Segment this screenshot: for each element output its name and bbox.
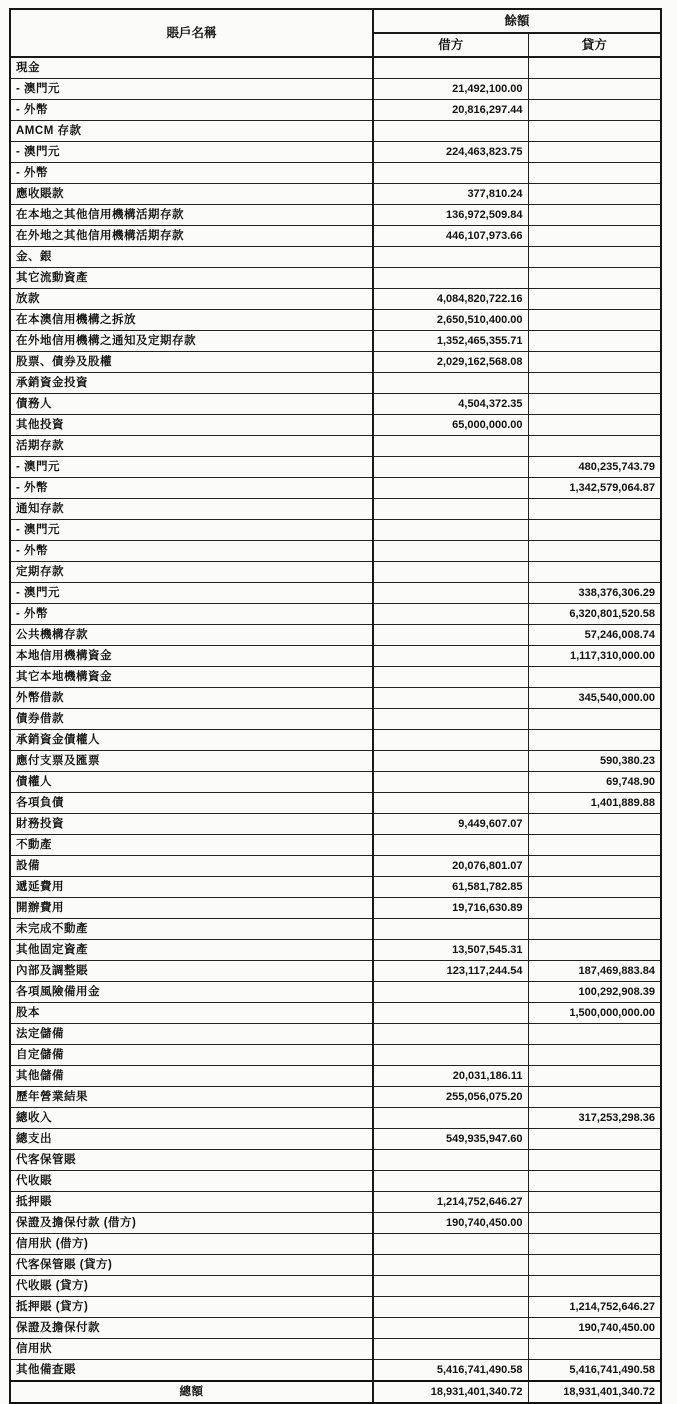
debit-cell xyxy=(373,982,528,1003)
table-row xyxy=(10,1255,661,1276)
table-row xyxy=(10,604,661,625)
account-cell: 公共機構存款 xyxy=(10,625,373,646)
debit-cell: 1,214,752,646.27 xyxy=(373,1192,528,1213)
table-row xyxy=(10,1087,661,1108)
account-cell: 外幣借款 xyxy=(10,688,373,709)
debit-cell xyxy=(373,247,528,268)
debit-cell: 1,352,465,355.71 xyxy=(373,331,528,352)
account-cell: 其它本地機構資金 xyxy=(10,667,373,688)
credit-cell xyxy=(528,898,661,919)
table-row xyxy=(10,79,661,100)
column-header-debit: 借方 xyxy=(373,33,528,57)
debit-cell xyxy=(373,1108,528,1129)
credit-cell: 1,214,752,646.27 xyxy=(528,1297,661,1318)
debit-cell: 20,031,186.11 xyxy=(373,1066,528,1087)
account-cell: 代收賬 xyxy=(10,1171,373,1192)
account-cell: 信用狀 (借方) xyxy=(10,1234,373,1255)
table-row xyxy=(10,856,661,877)
table-row xyxy=(10,457,661,478)
debit-cell xyxy=(373,499,528,520)
credit-cell xyxy=(528,856,661,877)
debit-cell: 549,935,947.60 xyxy=(373,1129,528,1150)
table-row xyxy=(10,1192,661,1213)
debit-cell xyxy=(373,163,528,184)
account-cell: - 外幣 xyxy=(10,604,373,625)
debit-cell: 446,107,973.66 xyxy=(373,226,528,247)
account-cell: 在外地信用機構之通知及定期存款 xyxy=(10,331,373,352)
credit-cell xyxy=(528,667,661,688)
table-row xyxy=(10,57,661,79)
debit-cell xyxy=(373,583,528,604)
table-row xyxy=(10,226,661,247)
debit-cell xyxy=(373,1045,528,1066)
credit-cell xyxy=(528,1276,661,1297)
table-row xyxy=(10,688,661,709)
table-row xyxy=(10,100,661,121)
table-row xyxy=(10,394,661,415)
credit-cell xyxy=(528,1213,661,1234)
account-cell: 其他備查賬 xyxy=(10,1360,373,1382)
account-cell: 代客保管賬 (貸方) xyxy=(10,1255,373,1276)
credit-cell: 5,416,741,490.58 xyxy=(528,1360,661,1382)
debit-cell xyxy=(373,1171,528,1192)
credit-cell xyxy=(528,1024,661,1045)
credit-cell: 1,117,310,000.00 xyxy=(528,646,661,667)
credit-cell xyxy=(528,247,661,268)
account-cell: 開辦費用 xyxy=(10,898,373,919)
credit-cell: 1,342,579,064.87 xyxy=(528,478,661,499)
debit-cell xyxy=(373,709,528,730)
table-row xyxy=(10,1339,661,1360)
debit-cell: 5,416,741,490.58 xyxy=(373,1360,528,1382)
table-row xyxy=(10,268,661,289)
debit-cell: 4,084,820,722.16 xyxy=(373,289,528,310)
table-row xyxy=(10,919,661,940)
debit-cell: 2,650,510,400.00 xyxy=(373,310,528,331)
debit-cell xyxy=(373,730,528,751)
credit-cell xyxy=(528,1171,661,1192)
credit-cell: 190,740,450.00 xyxy=(528,1318,661,1339)
account-cell: 承銷資金投資 xyxy=(10,373,373,394)
table-row xyxy=(10,1171,661,1192)
credit-cell xyxy=(528,1087,661,1108)
table-row xyxy=(10,1276,661,1297)
debit-cell: 13,507,545.31 xyxy=(373,940,528,961)
debit-cell xyxy=(373,667,528,688)
account-cell: 未完成不動產 xyxy=(10,919,373,940)
table-row xyxy=(10,541,661,562)
account-cell: 總支出 xyxy=(10,1129,373,1150)
credit-cell xyxy=(528,541,661,562)
balance-sheet-table xyxy=(9,8,662,1404)
debit-cell xyxy=(373,625,528,646)
account-cell: 其他固定資產 xyxy=(10,940,373,961)
credit-cell xyxy=(528,835,661,856)
account-cell: - 澳門元 xyxy=(10,520,373,541)
total-row xyxy=(10,1381,661,1403)
table-row xyxy=(10,709,661,730)
account-cell: 其他儲備 xyxy=(10,1066,373,1087)
table-row xyxy=(10,1213,661,1234)
debit-cell xyxy=(373,1024,528,1045)
credit-cell xyxy=(528,226,661,247)
account-cell: 代收賬 (貸方) xyxy=(10,1276,373,1297)
credit-cell xyxy=(528,79,661,100)
table-header xyxy=(10,9,661,57)
table-row xyxy=(10,436,661,457)
table-row xyxy=(10,982,661,1003)
total-debit-cell: 18,931,401,340.72 xyxy=(373,1381,528,1403)
credit-cell: 590,380.23 xyxy=(528,751,661,772)
credit-cell xyxy=(528,1339,661,1360)
debit-cell: 4,504,372.35 xyxy=(373,394,528,415)
table-row xyxy=(10,1297,661,1318)
account-cell: 債券借款 xyxy=(10,709,373,730)
table-row xyxy=(10,352,661,373)
account-cell: 在外地之其他信用機構活期存款 xyxy=(10,226,373,247)
credit-cell xyxy=(528,1045,661,1066)
account-cell: 通知存款 xyxy=(10,499,373,520)
credit-cell xyxy=(528,1129,661,1150)
credit-cell xyxy=(528,436,661,457)
account-cell: - 澳門元 xyxy=(10,79,373,100)
account-cell: 代客保管賬 xyxy=(10,1150,373,1171)
debit-cell xyxy=(373,646,528,667)
credit-cell xyxy=(528,163,661,184)
debit-cell xyxy=(373,1255,528,1276)
table-row xyxy=(10,730,661,751)
debit-cell: 19,716,630.89 xyxy=(373,898,528,919)
account-cell: 應付支票及匯票 xyxy=(10,751,373,772)
credit-cell xyxy=(528,310,661,331)
table-row xyxy=(10,1150,661,1171)
table-row xyxy=(10,1234,661,1255)
credit-cell xyxy=(528,562,661,583)
table-row xyxy=(10,1318,661,1339)
table-row xyxy=(10,814,661,835)
debit-cell xyxy=(373,1339,528,1360)
credit-cell xyxy=(528,142,661,163)
table-row xyxy=(10,163,661,184)
debit-cell xyxy=(373,1234,528,1255)
table-row xyxy=(10,520,661,541)
account-cell: 信用狀 xyxy=(10,1339,373,1360)
table-row xyxy=(10,562,661,583)
table-row xyxy=(10,667,661,688)
debit-cell: 224,463,823.75 xyxy=(373,142,528,163)
credit-cell: 480,235,743.79 xyxy=(528,457,661,478)
account-cell: 放款 xyxy=(10,289,373,310)
credit-cell: 345,540,000.00 xyxy=(528,688,661,709)
credit-cell xyxy=(528,394,661,415)
account-cell: 自定儲備 xyxy=(10,1045,373,1066)
account-cell: 在本地之其他信用機構活期存款 xyxy=(10,205,373,226)
column-header-credit: 貸方 xyxy=(528,33,661,57)
credit-cell xyxy=(528,268,661,289)
table-row xyxy=(10,184,661,205)
credit-cell xyxy=(528,205,661,226)
credit-cell xyxy=(528,121,661,142)
table-row xyxy=(10,835,661,856)
debit-cell: 136,972,509.84 xyxy=(373,205,528,226)
credit-cell xyxy=(528,877,661,898)
account-cell: - 澳門元 xyxy=(10,583,373,604)
column-header-balance: 餘額 xyxy=(373,9,661,33)
table-row xyxy=(10,1024,661,1045)
credit-cell xyxy=(528,1150,661,1171)
credit-cell: 6,320,801,520.58 xyxy=(528,604,661,625)
debit-cell xyxy=(373,1276,528,1297)
account-cell: 各項風險備用金 xyxy=(10,982,373,1003)
debit-cell: 65,000,000.00 xyxy=(373,415,528,436)
debit-cell: 61,581,782.85 xyxy=(373,877,528,898)
credit-cell xyxy=(528,520,661,541)
credit-cell xyxy=(528,331,661,352)
credit-cell xyxy=(528,730,661,751)
debit-cell xyxy=(373,688,528,709)
account-cell: - 澳門元 xyxy=(10,457,373,478)
debit-cell xyxy=(373,436,528,457)
table-row xyxy=(10,877,661,898)
credit-cell: 317,253,298.36 xyxy=(528,1108,661,1129)
account-cell: 內部及調整賬 xyxy=(10,961,373,982)
table-row xyxy=(10,310,661,331)
credit-cell xyxy=(528,499,661,520)
table-row xyxy=(10,772,661,793)
account-cell: 保證及擔保付款 (借方) xyxy=(10,1213,373,1234)
total-row-section xyxy=(10,1381,661,1403)
debit-cell xyxy=(373,835,528,856)
account-cell: 財務投資 xyxy=(10,814,373,835)
debit-cell xyxy=(373,604,528,625)
credit-cell: 1,401,889.88 xyxy=(528,793,661,814)
debit-cell: 190,740,450.00 xyxy=(373,1213,528,1234)
table-row xyxy=(10,1108,661,1129)
credit-cell xyxy=(528,919,661,940)
table-row xyxy=(10,898,661,919)
debit-cell xyxy=(373,1318,528,1339)
account-cell: 各項負債 xyxy=(10,793,373,814)
account-cell: 應收賬款 xyxy=(10,184,373,205)
debit-cell xyxy=(373,373,528,394)
credit-cell xyxy=(528,1255,661,1276)
table-row xyxy=(10,1360,661,1382)
account-cell: 活期存款 xyxy=(10,436,373,457)
table-row xyxy=(10,625,661,646)
table-row xyxy=(10,415,661,436)
table-row xyxy=(10,478,661,499)
account-cell: 在本澳信用機構之拆放 xyxy=(10,310,373,331)
account-cell: 金、銀 xyxy=(10,247,373,268)
credit-cell: 1,500,000,000.00 xyxy=(528,1003,661,1024)
credit-cell xyxy=(528,1192,661,1213)
account-cell: 其他投資 xyxy=(10,415,373,436)
total-credit-cell: 18,931,401,340.72 xyxy=(528,1381,661,1403)
debit-cell xyxy=(373,1297,528,1318)
account-cell: 其它流動資產 xyxy=(10,268,373,289)
credit-cell xyxy=(528,100,661,121)
debit-cell xyxy=(373,919,528,940)
table-row xyxy=(10,373,661,394)
table-row xyxy=(10,1003,661,1024)
table-row xyxy=(10,583,661,604)
debit-cell: 123,117,244.54 xyxy=(373,961,528,982)
account-cell: - 外幣 xyxy=(10,100,373,121)
debit-cell xyxy=(373,1150,528,1171)
debit-cell: 9,449,607.07 xyxy=(373,814,528,835)
credit-cell xyxy=(528,289,661,310)
account-cell: 股本 xyxy=(10,1003,373,1024)
table-row xyxy=(10,1066,661,1087)
debit-cell: 20,076,801.07 xyxy=(373,856,528,877)
account-cell: 現金 xyxy=(10,57,373,79)
credit-cell: 100,292,908.39 xyxy=(528,982,661,1003)
account-cell: - 外幣 xyxy=(10,478,373,499)
debit-cell xyxy=(373,541,528,562)
debit-cell xyxy=(373,121,528,142)
account-cell: 債務人 xyxy=(10,394,373,415)
account-cell: 總收入 xyxy=(10,1108,373,1129)
account-cell: 債權人 xyxy=(10,772,373,793)
credit-cell xyxy=(528,1234,661,1255)
credit-cell: 338,376,306.29 xyxy=(528,583,661,604)
account-cell: 定期存款 xyxy=(10,562,373,583)
debit-cell xyxy=(373,1003,528,1024)
debit-cell: 255,056,075.20 xyxy=(373,1087,528,1108)
table-row xyxy=(10,247,661,268)
table-row xyxy=(10,205,661,226)
account-cell: 歷年營業結果 xyxy=(10,1087,373,1108)
table-row xyxy=(10,1045,661,1066)
column-header-account-name: 賬戶名稱 xyxy=(10,9,373,57)
table-row xyxy=(10,142,661,163)
debit-cell xyxy=(373,57,528,79)
credit-cell xyxy=(528,1066,661,1087)
credit-cell xyxy=(528,709,661,730)
account-cell: 抵押賬 (貸方) xyxy=(10,1297,373,1318)
account-cell: 股票、債券及股權 xyxy=(10,352,373,373)
table-row xyxy=(10,940,661,961)
debit-cell xyxy=(373,793,528,814)
account-cell: 設備 xyxy=(10,856,373,877)
total-label: 總額 xyxy=(10,1381,373,1403)
account-cell: - 外幣 xyxy=(10,163,373,184)
debit-cell xyxy=(373,520,528,541)
credit-cell xyxy=(528,184,661,205)
table-row xyxy=(10,1129,661,1150)
debit-cell xyxy=(373,268,528,289)
debit-cell: 21,492,100.00 xyxy=(373,79,528,100)
debit-cell xyxy=(373,772,528,793)
table-row xyxy=(10,121,661,142)
table-row xyxy=(10,289,661,310)
credit-cell: 57,246,008.74 xyxy=(528,625,661,646)
account-cell: 法定儲備 xyxy=(10,1024,373,1045)
account-cell: - 澳門元 xyxy=(10,142,373,163)
credit-cell xyxy=(528,57,661,79)
debit-cell xyxy=(373,478,528,499)
account-cell: 保證及擔保付款 xyxy=(10,1318,373,1339)
credit-cell: 187,469,883.84 xyxy=(528,961,661,982)
table-row xyxy=(10,793,661,814)
debit-cell xyxy=(373,457,528,478)
debit-cell: 20,816,297.44 xyxy=(373,100,528,121)
account-cell: AMCM 存款 xyxy=(10,121,373,142)
debit-cell xyxy=(373,751,528,772)
account-cell: 不動產 xyxy=(10,835,373,856)
table-row xyxy=(10,751,661,772)
account-cell: 遞延費用 xyxy=(10,877,373,898)
account-cell: - 外幣 xyxy=(10,541,373,562)
credit-cell xyxy=(528,814,661,835)
credit-cell: 69,748.90 xyxy=(528,772,661,793)
credit-cell xyxy=(528,940,661,961)
credit-cell xyxy=(528,352,661,373)
table-row xyxy=(10,499,661,520)
debit-cell: 377,810.24 xyxy=(373,184,528,205)
account-table-body xyxy=(10,57,661,1381)
table-row xyxy=(10,331,661,352)
debit-cell xyxy=(373,562,528,583)
account-cell: 抵押賬 xyxy=(10,1192,373,1213)
debit-cell: 2,029,162,568.08 xyxy=(373,352,528,373)
table-row xyxy=(10,646,661,667)
account-cell: 承銷資金債權人 xyxy=(10,730,373,751)
table-row xyxy=(10,961,661,982)
credit-cell xyxy=(528,415,661,436)
credit-cell xyxy=(528,373,661,394)
account-cell: 本地信用機構資金 xyxy=(10,646,373,667)
